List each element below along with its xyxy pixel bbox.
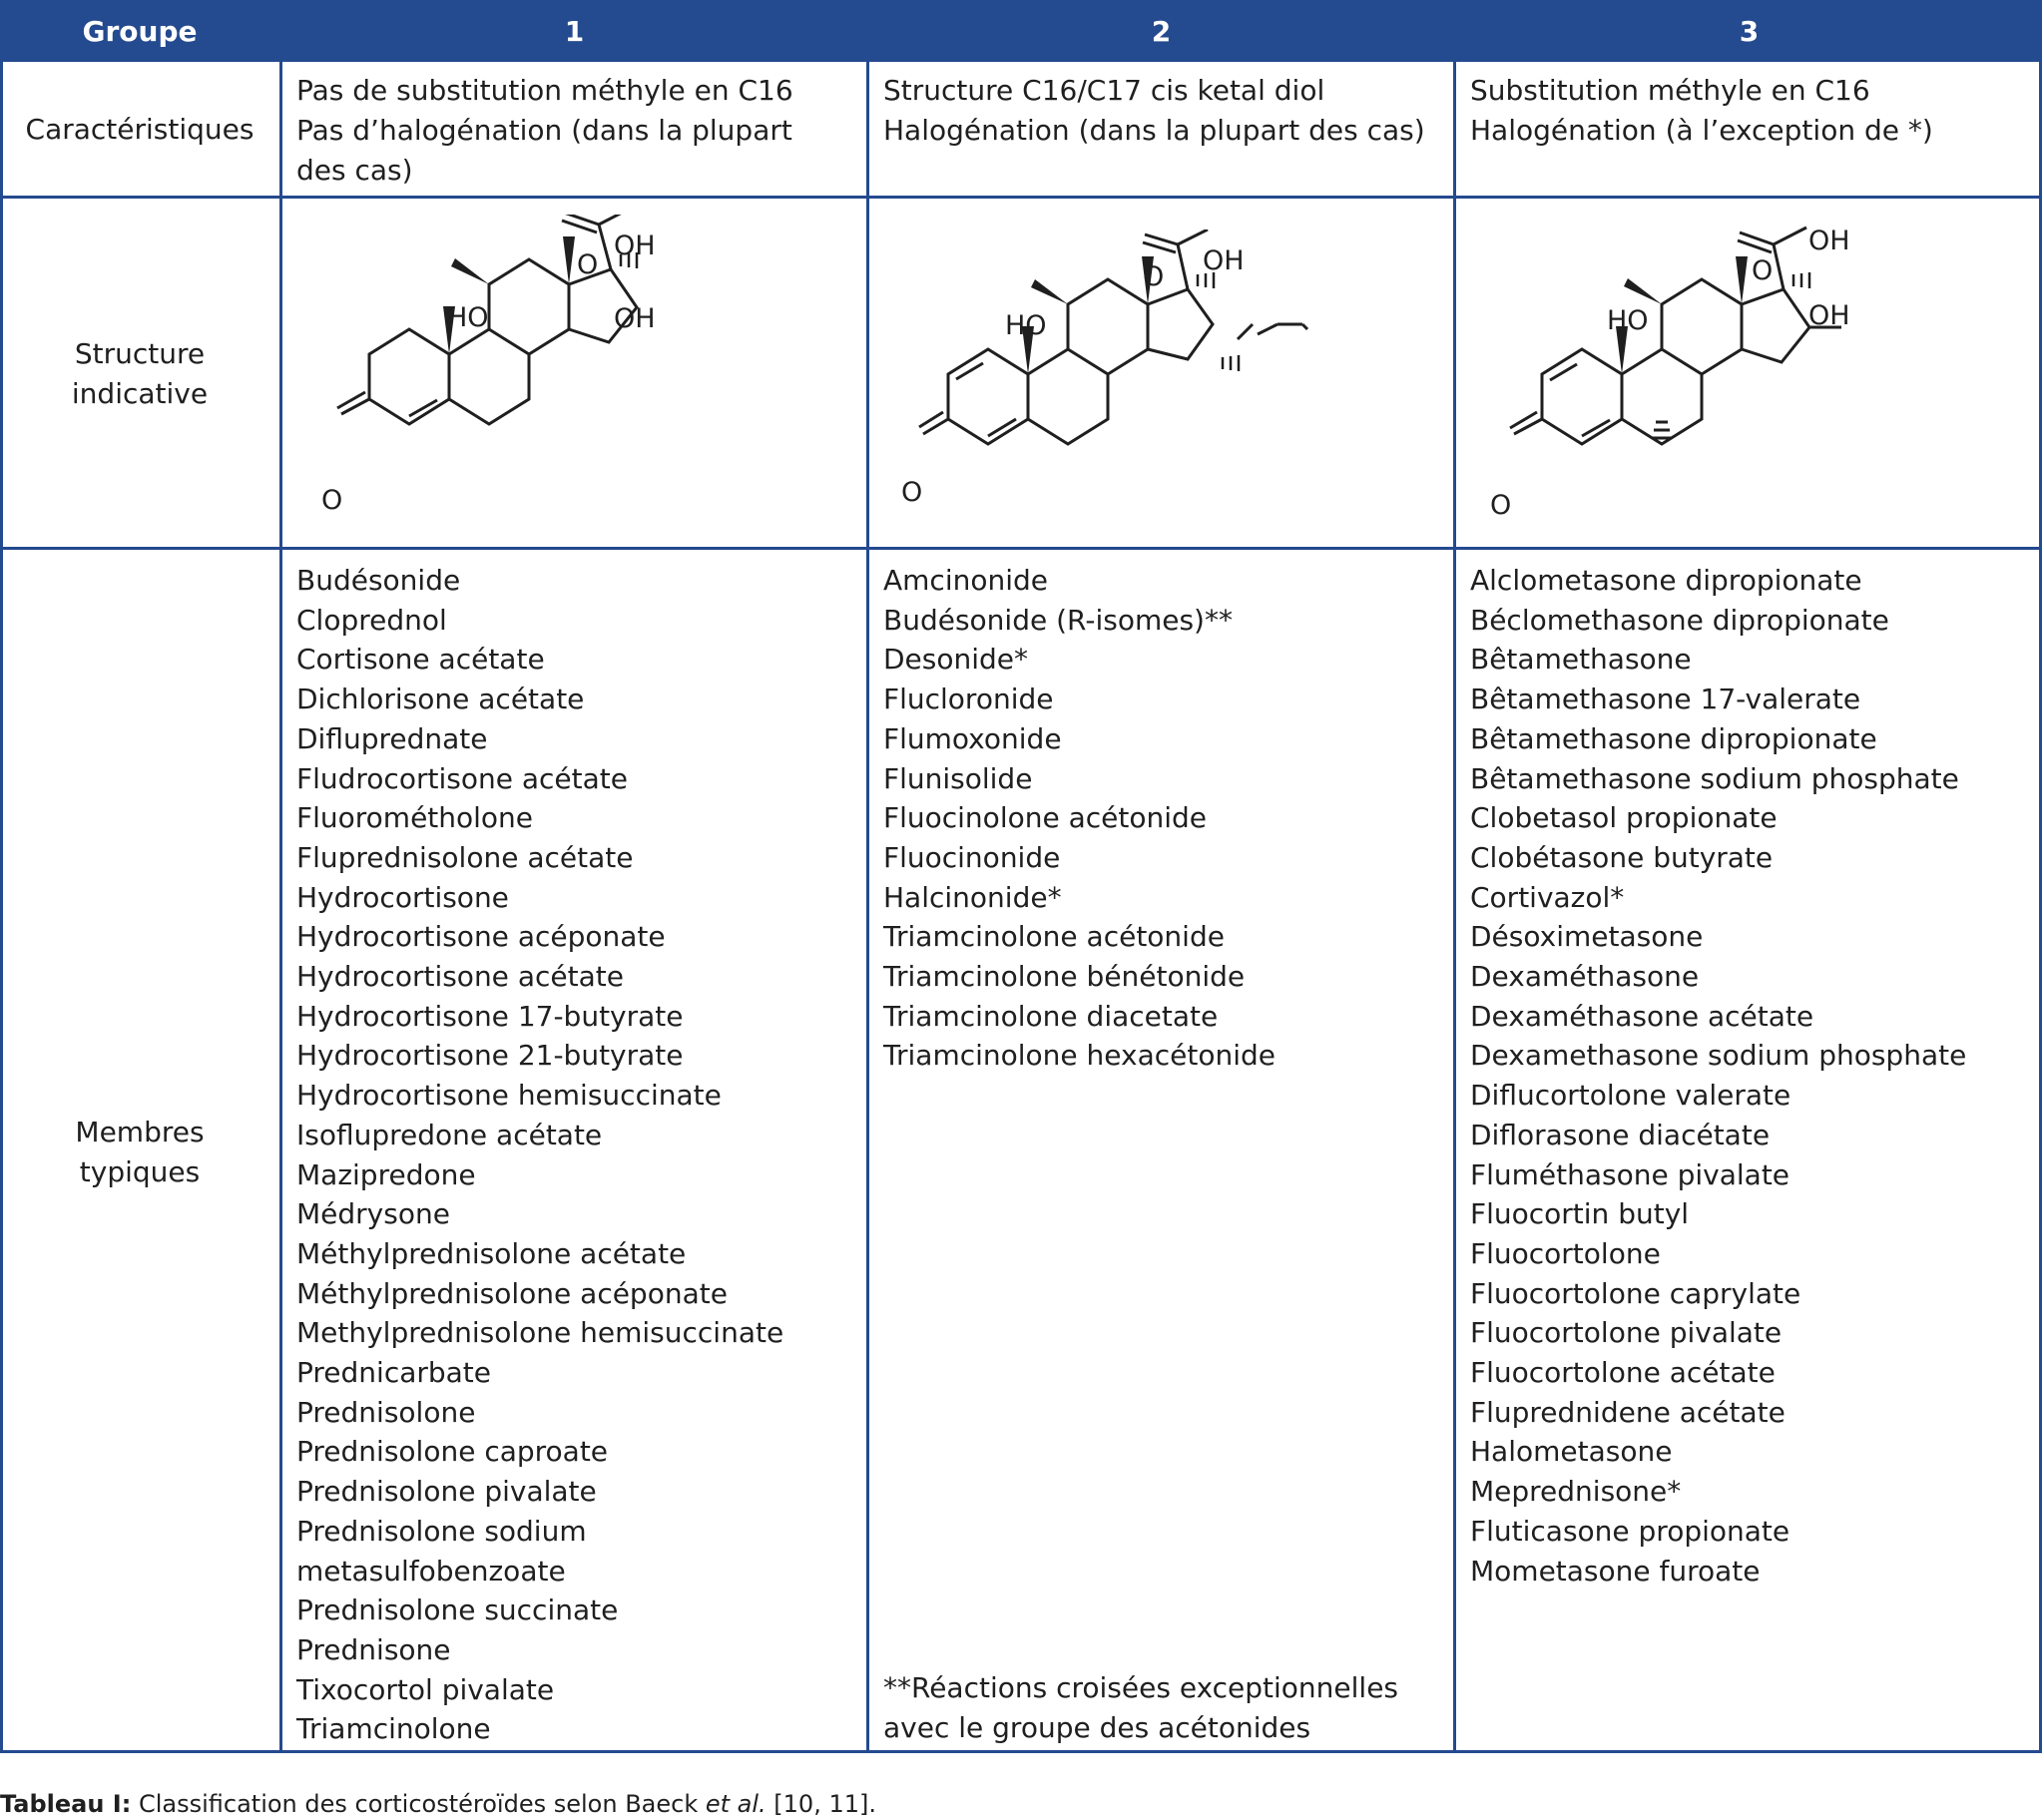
atom-o: O [1490, 490, 1512, 521]
member-item: Hydrocortisone 17-butyrate [296, 999, 684, 1033]
column-divider-3 [1453, 0, 1456, 1753]
table-border-right [2039, 0, 2042, 1753]
member-item: Dexamethasone sodium phosphate [1470, 1039, 1967, 1073]
row-label-members: Membres typiques [75, 1116, 205, 1188]
member-item: metasulfobenzoate [296, 1554, 566, 1588]
member-item: Prednisolone sodium [296, 1514, 587, 1548]
member-item: Fluocinolone acétonide [883, 801, 1208, 835]
member-item: Triamcinolone hexacétonide [883, 1039, 1277, 1073]
atom-oh-top: OH [1808, 226, 1850, 256]
member-item: Hydrocortisone 21-butyrate [296, 1039, 684, 1073]
caption-italic: et al. [705, 1790, 766, 1818]
header-group-1: 1 [282, 0, 866, 62]
member-item: Triamcinolone diacetate [883, 999, 1219, 1033]
caption-ref: [10, 11]. [766, 1790, 876, 1818]
member-item: Triamcinolone bénétonide [883, 960, 1246, 994]
atom-ho: HO [1005, 310, 1047, 341]
table-caption [0, 1790, 876, 1818]
steroid-structure-group-2 [883, 229, 1422, 529]
member-item: Méthylprednisolone acéponate [296, 1276, 728, 1310]
member-item: Amcinonide [883, 564, 1049, 597]
table-border-left [0, 0, 3, 1753]
atom-o: O [321, 485, 343, 516]
caption-label: Tableau I: [0, 1790, 132, 1818]
member-item: Alclometasone dipropionate [1470, 564, 1862, 597]
member-item: Flucloronide [883, 682, 1054, 716]
members-list-group-2 [883, 561, 1276, 1076]
member-item: Fluocortolone acétate [1470, 1356, 1776, 1390]
member-item: Methylprednisolone hemisuccinate [296, 1316, 784, 1350]
member-item: Fluocortolone pivalate [1470, 1316, 1783, 1350]
member-item: Bêtamethasone dipropionate [1470, 721, 1877, 755]
member-item: Flunisolide [883, 761, 1033, 795]
column-divider-1 [279, 0, 282, 1753]
member-item: Dichlorisone acétate [296, 682, 585, 716]
member-item: Fluocinonide [883, 840, 1061, 874]
member-item: Prednisolone [296, 1395, 476, 1429]
member-item: Désoximetasone [1470, 920, 1704, 954]
characteristics-group-1: Pas de substitution méthyle en C16 Pas d’halogénation (dans la plupart des cas) [296, 74, 793, 187]
member-item: Hydrocortisone [296, 880, 509, 914]
member-item: Fludrocortisone acétate [296, 761, 628, 795]
member-item: Triamcinolone [296, 1712, 491, 1746]
steroid-structure-group-3 [1472, 225, 2021, 534]
member-item: Cloprednol [296, 603, 447, 637]
member-item: Prednisone [296, 1632, 451, 1666]
member-item: Hydrocortisone acétate [296, 960, 624, 994]
member-item: Fluocortin butyl [1470, 1197, 1690, 1231]
atom-ho: HO [447, 302, 489, 333]
member-item: Diflucortolone valerate [1470, 1079, 1791, 1113]
member-item: Fluocortolone caprylate [1470, 1276, 1801, 1310]
member-item: Triamcinolone acétonide [883, 920, 1225, 954]
atom-o-top: O [577, 249, 599, 280]
member-item: Dexaméthasone acétate [1470, 999, 1814, 1033]
member-item: Budésonide [296, 564, 461, 597]
row-divider-1 [0, 196, 2042, 199]
members-list-group-3 [1470, 561, 1966, 1591]
member-item: Clobetasol propionate [1470, 801, 1778, 835]
member-item: Prednisolone caproate [296, 1435, 609, 1469]
atom-oh: OH [1808, 300, 1850, 331]
member-item: Méthylprednisolone acétate [296, 1236, 687, 1270]
atom-o-top: O [1143, 261, 1165, 292]
member-item: Fluprednisolone acétate [296, 840, 634, 874]
caption-text: Classification des corticostéroïdes selon Baeck [131, 1790, 706, 1818]
member-item: Desonide* [883, 643, 1029, 677]
header-group-2: 2 [869, 0, 1453, 62]
member-item: Fluocortolone [1470, 1236, 1661, 1270]
member-item: Mazipredone [296, 1157, 476, 1191]
member-item: Prednisolone succinate [296, 1593, 619, 1627]
atom-oh-top: OH [614, 230, 656, 261]
member-item: Fluméthasone pivalate [1470, 1157, 1790, 1191]
member-item: Dexaméthasone [1470, 960, 1700, 994]
member-item: Cortisone acétate [296, 643, 545, 677]
member-item: Fluprednidene acétate [1470, 1395, 1786, 1429]
member-item: Cortivazol* [1470, 880, 1625, 914]
member-item: Isoflupredone acétate [296, 1118, 603, 1151]
members-list-group-1 [296, 561, 783, 1749]
member-item: Mometasone furoate [1470, 1554, 1761, 1588]
member-item: Béclomethasone dipropionate [1470, 603, 1889, 637]
table-border-bottom [0, 1750, 2042, 1753]
row-label-structure: Structure indicative [71, 337, 209, 410]
member-item: Hydrocortisone acéponate [296, 920, 666, 954]
member-item: Halcinonide* [883, 880, 1062, 914]
steroid-structure-group-1 [299, 215, 838, 534]
member-item: Hydrocortisone hemisuccinate [296, 1079, 722, 1113]
member-item: Fluticasone propionate [1470, 1514, 1790, 1548]
atom-o: O [901, 477, 923, 508]
member-item: Diflorasone diacétate [1470, 1118, 1771, 1151]
member-item: Meprednisone* [1470, 1475, 1682, 1509]
header-group-3: 3 [1456, 0, 2042, 62]
member-item: Prednisolone pivalate [296, 1475, 597, 1509]
member-item: Bêtamethasone sodium phosphate [1470, 761, 1959, 795]
row-label-characteristics: Caractéristiques [25, 113, 255, 146]
member-item: Tixocortol pivalate [296, 1672, 555, 1706]
member-item: Clobétasone butyrate [1470, 840, 1774, 874]
row-divider-2 [0, 547, 2042, 550]
member-item: Prednicarbate [296, 1356, 492, 1390]
member-item: Fluorométholone [296, 801, 534, 835]
member-item: Médrysone [296, 1197, 450, 1231]
atom-ho: HO [1607, 305, 1649, 336]
atom-oh-top: OH [1203, 245, 1245, 276]
member-item: Bêtamethasone [1470, 643, 1692, 677]
characteristics-group-2: Structure C16/C17 cis ketal diol Halogénation (dans la plupart des cas) [883, 74, 1425, 147]
member-item: Halometasone [1470, 1435, 1673, 1469]
group-2-footnote: **Réactions croisées exceptionnelles avec le groupe des acétonides [883, 1671, 1399, 1744]
atom-oh: OH [614, 303, 656, 334]
header-groupe: Groupe [0, 0, 279, 62]
member-item: Flumoxonide [883, 721, 1062, 755]
atom-o-top: O [1752, 255, 1774, 286]
member-item: Difluprednate [296, 721, 488, 755]
column-divider-2 [866, 0, 869, 1753]
member-item: Bêtamethasone 17-valerate [1470, 682, 1861, 716]
characteristics-group-3: Substitution méthyle en C16 Halogénation (à l’exception de *) [1470, 74, 1933, 147]
member-item: Budésonide (R-isomes)** [883, 603, 1233, 637]
